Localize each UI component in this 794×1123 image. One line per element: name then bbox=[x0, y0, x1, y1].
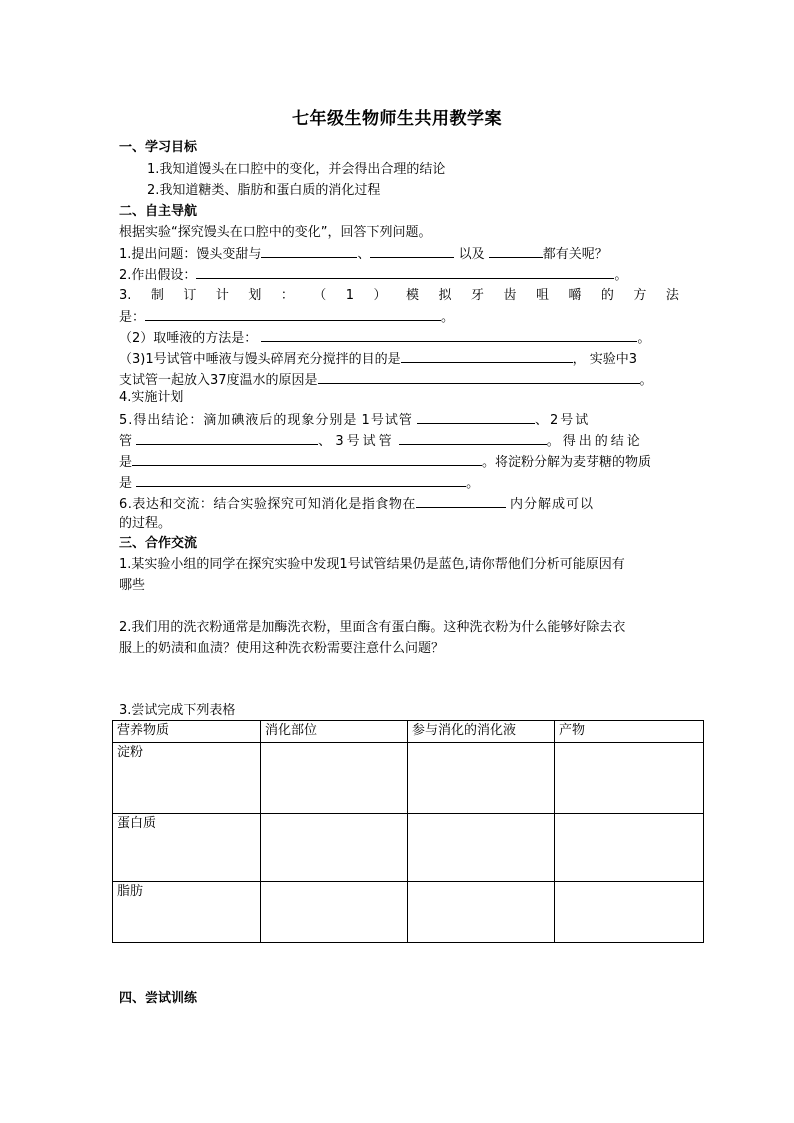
q1-blank-2[interactable] bbox=[370, 243, 454, 258]
digestion-table bbox=[112, 720, 704, 943]
question-5-line-2 bbox=[119, 430, 679, 452]
row-label-fat: 脂肪 bbox=[113, 882, 261, 943]
q3-char: 方 bbox=[633, 288, 647, 303]
q6-text-b: 内分解成可以 bbox=[510, 497, 595, 512]
q5-blank-2[interactable] bbox=[136, 430, 318, 445]
header-nutrient: 营养物质 bbox=[113, 721, 261, 743]
q3-char: 模 bbox=[406, 288, 420, 303]
q3-char: 嚼 bbox=[568, 288, 582, 303]
question-3-line-1 bbox=[119, 286, 679, 306]
q1-text-b: 、 bbox=[357, 247, 371, 262]
question-3-part-3-line-1 bbox=[119, 348, 679, 370]
q5-text-f: 3号试管 bbox=[335, 434, 395, 449]
answer-cell[interactable] bbox=[261, 814, 408, 882]
q3-char: 划 bbox=[248, 288, 262, 303]
question-5-line-1 bbox=[119, 409, 679, 431]
q2-text-a: 2.作出假设： bbox=[119, 268, 197, 283]
q2-text-b: 。 bbox=[614, 268, 628, 283]
answer-cell[interactable] bbox=[408, 743, 555, 814]
q3-text-c: 。 bbox=[441, 310, 455, 325]
q1-text-a: 1.提出问题：馒头变甜与 bbox=[119, 247, 262, 262]
q5-text-g: 。得出的结论 bbox=[546, 434, 643, 449]
q1-text-d: 都有关呢？ bbox=[542, 247, 608, 262]
answer-cell[interactable] bbox=[261, 882, 408, 943]
q5-text-i: 。将淀粉分解为麦芽糖的物质 bbox=[482, 455, 652, 470]
q3-char: 牙 bbox=[470, 288, 484, 303]
q3-char: ： bbox=[280, 288, 294, 303]
q3-char: 齿 bbox=[503, 288, 517, 303]
q5-text-j: 是 bbox=[119, 476, 133, 491]
section-heading-cooperation: 三、合作交流 bbox=[119, 536, 198, 551]
q6-text-a: 6.表达和交流：结合实验探究可知消化是指食物在 bbox=[119, 497, 416, 512]
answer-cell[interactable] bbox=[555, 882, 704, 943]
q3c-blank-1[interactable] bbox=[401, 348, 573, 363]
table-row bbox=[113, 743, 704, 814]
q3-char: （ bbox=[313, 288, 327, 303]
q3-blank[interactable] bbox=[145, 306, 441, 321]
question-5-line-3 bbox=[119, 451, 679, 473]
q1-blank-3[interactable] bbox=[489, 243, 543, 258]
q3-char: 制 bbox=[150, 288, 164, 303]
q1-text-c: 以及 bbox=[458, 247, 485, 262]
q5-text-c: 、2号试 bbox=[534, 413, 591, 428]
q3-char: 订 bbox=[183, 288, 197, 303]
q5-text-e: 、 bbox=[318, 434, 332, 449]
q2-blank[interactable] bbox=[196, 264, 614, 279]
answer-cell[interactable] bbox=[408, 814, 555, 882]
q5-text-a: 5.得出结论：滴加碘液后的现象分别是 bbox=[119, 413, 358, 428]
q5-blank-4[interactable] bbox=[132, 451, 482, 466]
goal-1: 1.我知道馒头在口腔中的变化，并会得出合理的结论 bbox=[147, 162, 446, 177]
question-6-line-2: 的过程。 bbox=[119, 516, 172, 531]
row-label-starch: 淀粉 bbox=[113, 743, 261, 814]
q3b-text-a: （2）取唾液的方法是： bbox=[119, 331, 258, 346]
q3-char: 咀 bbox=[535, 288, 549, 303]
q3c-text-e: 。 bbox=[639, 373, 653, 388]
answer-cell[interactable] bbox=[261, 743, 408, 814]
q5-text-k: 。 bbox=[466, 476, 480, 491]
section-heading-navigation: 二、自主导航 bbox=[119, 204, 198, 219]
q3b-text-b: 。 bbox=[637, 331, 651, 346]
table-row bbox=[113, 882, 704, 943]
q3-char: 1 bbox=[345, 288, 355, 303]
header-digestion-site: 消化部位 bbox=[261, 721, 408, 743]
question-3-part-2 bbox=[119, 327, 679, 349]
q3-char: ） bbox=[373, 288, 387, 303]
answer-cell[interactable] bbox=[555, 743, 704, 814]
section-heading-goals: 一、学习目标 bbox=[119, 140, 198, 155]
q3-char: 的 bbox=[600, 288, 614, 303]
section-heading-practice: 四、尝试训练 bbox=[119, 991, 198, 1006]
q5-blank-5[interactable] bbox=[136, 472, 466, 487]
q3c-text-b: ， bbox=[572, 352, 586, 367]
q5-text-b: 1号试管 bbox=[361, 413, 413, 428]
q5-blank-1[interactable] bbox=[417, 409, 535, 424]
question-6-line-1 bbox=[119, 493, 679, 515]
question-5-line-4 bbox=[119, 472, 679, 494]
table-header-row bbox=[113, 721, 704, 743]
question-1 bbox=[119, 243, 679, 265]
q5-blank-3[interactable] bbox=[399, 430, 547, 445]
question-4: 4.实施计划 bbox=[119, 390, 184, 405]
q5-text-h: 是 bbox=[119, 455, 133, 470]
q3c-blank-2[interactable] bbox=[318, 369, 640, 384]
q3b-blank[interactable] bbox=[261, 327, 637, 342]
answer-cell[interactable] bbox=[555, 814, 704, 882]
q3c-text-c: 实验中3 bbox=[589, 352, 638, 367]
q6-blank[interactable] bbox=[416, 493, 506, 508]
table-row bbox=[113, 814, 704, 882]
header-digestive-juice: 参与消化的消化液 bbox=[408, 721, 555, 743]
question-3-line-2 bbox=[119, 306, 679, 328]
row-label-protein: 蛋白质 bbox=[113, 814, 261, 882]
q3c-text-a: （3)1号试管中唾液与馒头碎屑充分搅拌的目的是 bbox=[119, 352, 401, 367]
experiment-intro: 根据实验“探究馒头在口腔中的变化”，回答下列问题。 bbox=[119, 225, 432, 240]
q3-char: 法 bbox=[665, 288, 679, 303]
page-title: 七年级生物师生共用教学案 bbox=[292, 109, 502, 129]
discussion-q2-line-1: 2.我们用的洗衣粉通常是加酶洗衣粉，里面含有蛋白酶。这种洗衣粉为什么能够好除去衣 bbox=[119, 620, 626, 635]
q3-char: 3. bbox=[119, 288, 132, 303]
q3-char: 计 bbox=[215, 288, 229, 303]
discussion-q1-line-1: 1.某实验小组的同学在探究实验中发现1号试管结果仍是蓝色,请你帮他们分析可能原因有 bbox=[119, 557, 625, 572]
discussion-q1-line-2: 哪些 bbox=[119, 578, 146, 593]
discussion-q2-line-2: 服上的奶渍和血渍？使用这种洗衣粉需要注意什么问题？ bbox=[119, 641, 445, 656]
q5-text-d: 管 bbox=[119, 434, 133, 449]
table-instruction: 3.尝试完成下列表格 bbox=[119, 703, 236, 718]
question-2 bbox=[119, 264, 679, 286]
header-product: 产物 bbox=[555, 721, 704, 743]
q1-blank-1[interactable] bbox=[261, 243, 357, 258]
q3c-text-d: 支试管一起放入37度温水的原因是 bbox=[119, 373, 318, 388]
q3-char: 拟 bbox=[438, 288, 452, 303]
q3-text-b: 是： bbox=[119, 310, 146, 325]
answer-cell[interactable] bbox=[408, 882, 555, 943]
goal-2: 2.我知道糖类、脂肪和蛋白质的消化过程 bbox=[147, 183, 381, 198]
